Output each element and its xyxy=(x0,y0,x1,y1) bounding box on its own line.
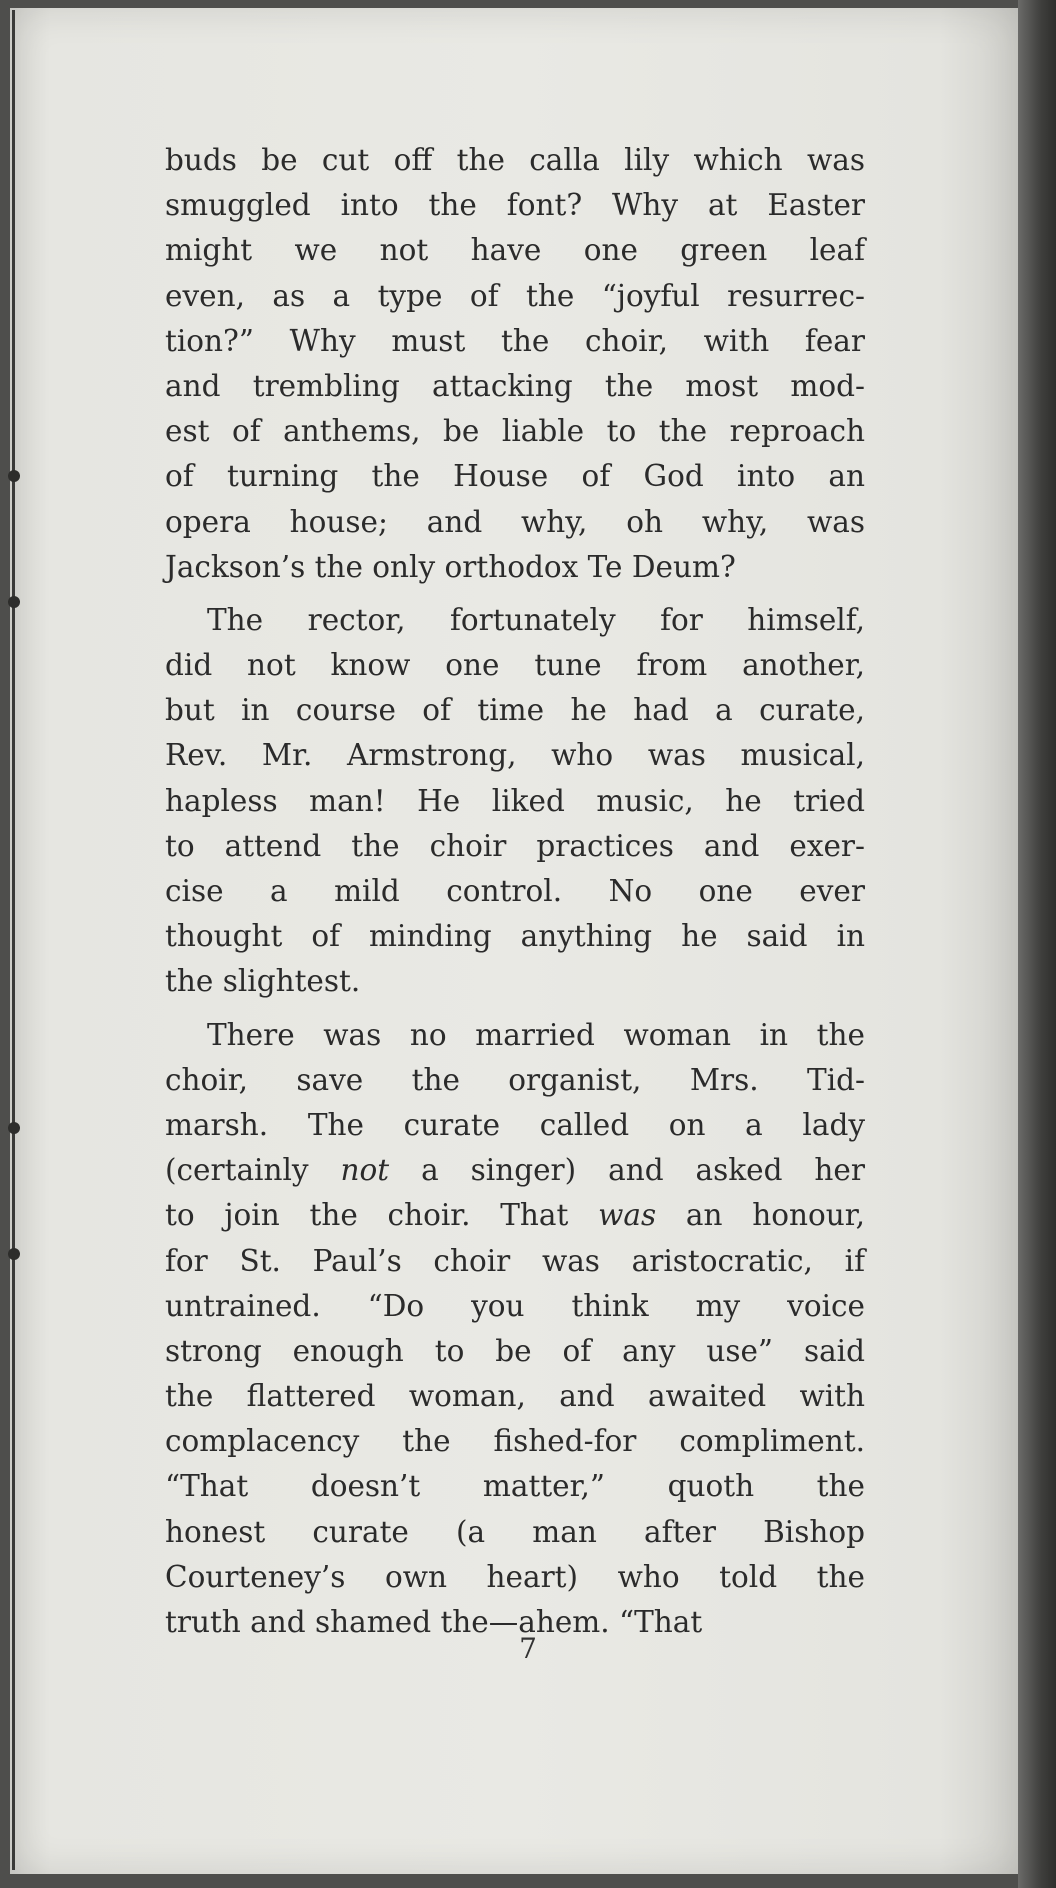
text-line: of turning the House of God into an xyxy=(165,459,865,494)
text-line: even, as a type of the “joyful resurrec- xyxy=(165,278,865,313)
text-line: strong enough to be of any use” said xyxy=(165,1333,865,1368)
text-line: the slightest. xyxy=(165,964,361,999)
text-line: tion?” Why must the choir, with fear xyxy=(165,323,865,358)
text-line: thought of minding anything he said in xyxy=(165,919,865,954)
text-line: complacency the fished-for compliment. xyxy=(165,1424,865,1459)
text-line: but in course of time he had a curate, xyxy=(165,693,865,728)
body-text xyxy=(165,138,865,1645)
text-line: might we not have one green leaf xyxy=(165,233,865,268)
paragraph-gap xyxy=(165,1005,865,1013)
text-line: smuggled into the font? Why at Easter xyxy=(165,188,865,223)
text-line: Jackson’s the only orthodox Te Deum? xyxy=(165,549,736,584)
paragraph xyxy=(165,598,865,1005)
text-line: (certainly not a singer) and asked her xyxy=(165,1153,865,1188)
text-line: Rev. Mr. Armstrong, who was musical, xyxy=(165,738,865,773)
paragraph-gap xyxy=(165,590,865,598)
emphasis: not xyxy=(340,1153,390,1188)
emphasis: was xyxy=(598,1198,657,1233)
text-line: “That doesn’t matter,” quoth the xyxy=(165,1469,865,1504)
text-line: did not know one tune from another, xyxy=(165,648,865,683)
paragraph xyxy=(165,138,865,590)
paragraph xyxy=(165,1013,865,1646)
binding-thread-mark xyxy=(8,596,20,608)
text-line: est of anthems, be liable to the reproach xyxy=(165,414,865,449)
binding-thread-mark xyxy=(8,470,20,482)
text-line: choir, save the organist, Mrs. Tid- xyxy=(165,1062,865,1097)
book-spine-edge xyxy=(1018,0,1056,1888)
text-line: hapless man! He liked music, he tried xyxy=(165,783,865,818)
text-line: The rector, fortunately for himself, xyxy=(207,602,865,637)
text-line: Courteney’s own heart) who told the xyxy=(165,1559,865,1594)
text-line: to attend the choir practices and exer- xyxy=(165,828,865,863)
text-line: and trembling attacking the most mod- xyxy=(165,368,865,403)
page-number: 7 xyxy=(519,1632,537,1665)
text-line: cise a mild control. No one ever xyxy=(165,874,865,908)
text-line: marsh. The curate called on a lady xyxy=(165,1107,865,1142)
binding-thread-mark xyxy=(8,1248,20,1260)
text-line: truth and shamed the—ahem. “That xyxy=(165,1605,703,1639)
text-line: untrained. “Do you think my voice xyxy=(165,1288,865,1323)
text-line: for St. Paul’s choir was aristocratic, if xyxy=(165,1243,865,1278)
text-line: the flattered woman, and awaited with xyxy=(165,1379,865,1414)
text-line: buds be cut off the calla lily which was xyxy=(165,143,865,177)
binding-thread-mark xyxy=(8,1122,20,1134)
text-line: honest curate (a man after Bishop xyxy=(165,1514,865,1549)
text-line: opera house; and why, oh why, was xyxy=(165,504,865,539)
text-line: There was no married woman in the xyxy=(207,1017,865,1052)
text-line: to join the choir. That was an honour, xyxy=(165,1198,865,1233)
page-left-edge xyxy=(12,10,15,1870)
